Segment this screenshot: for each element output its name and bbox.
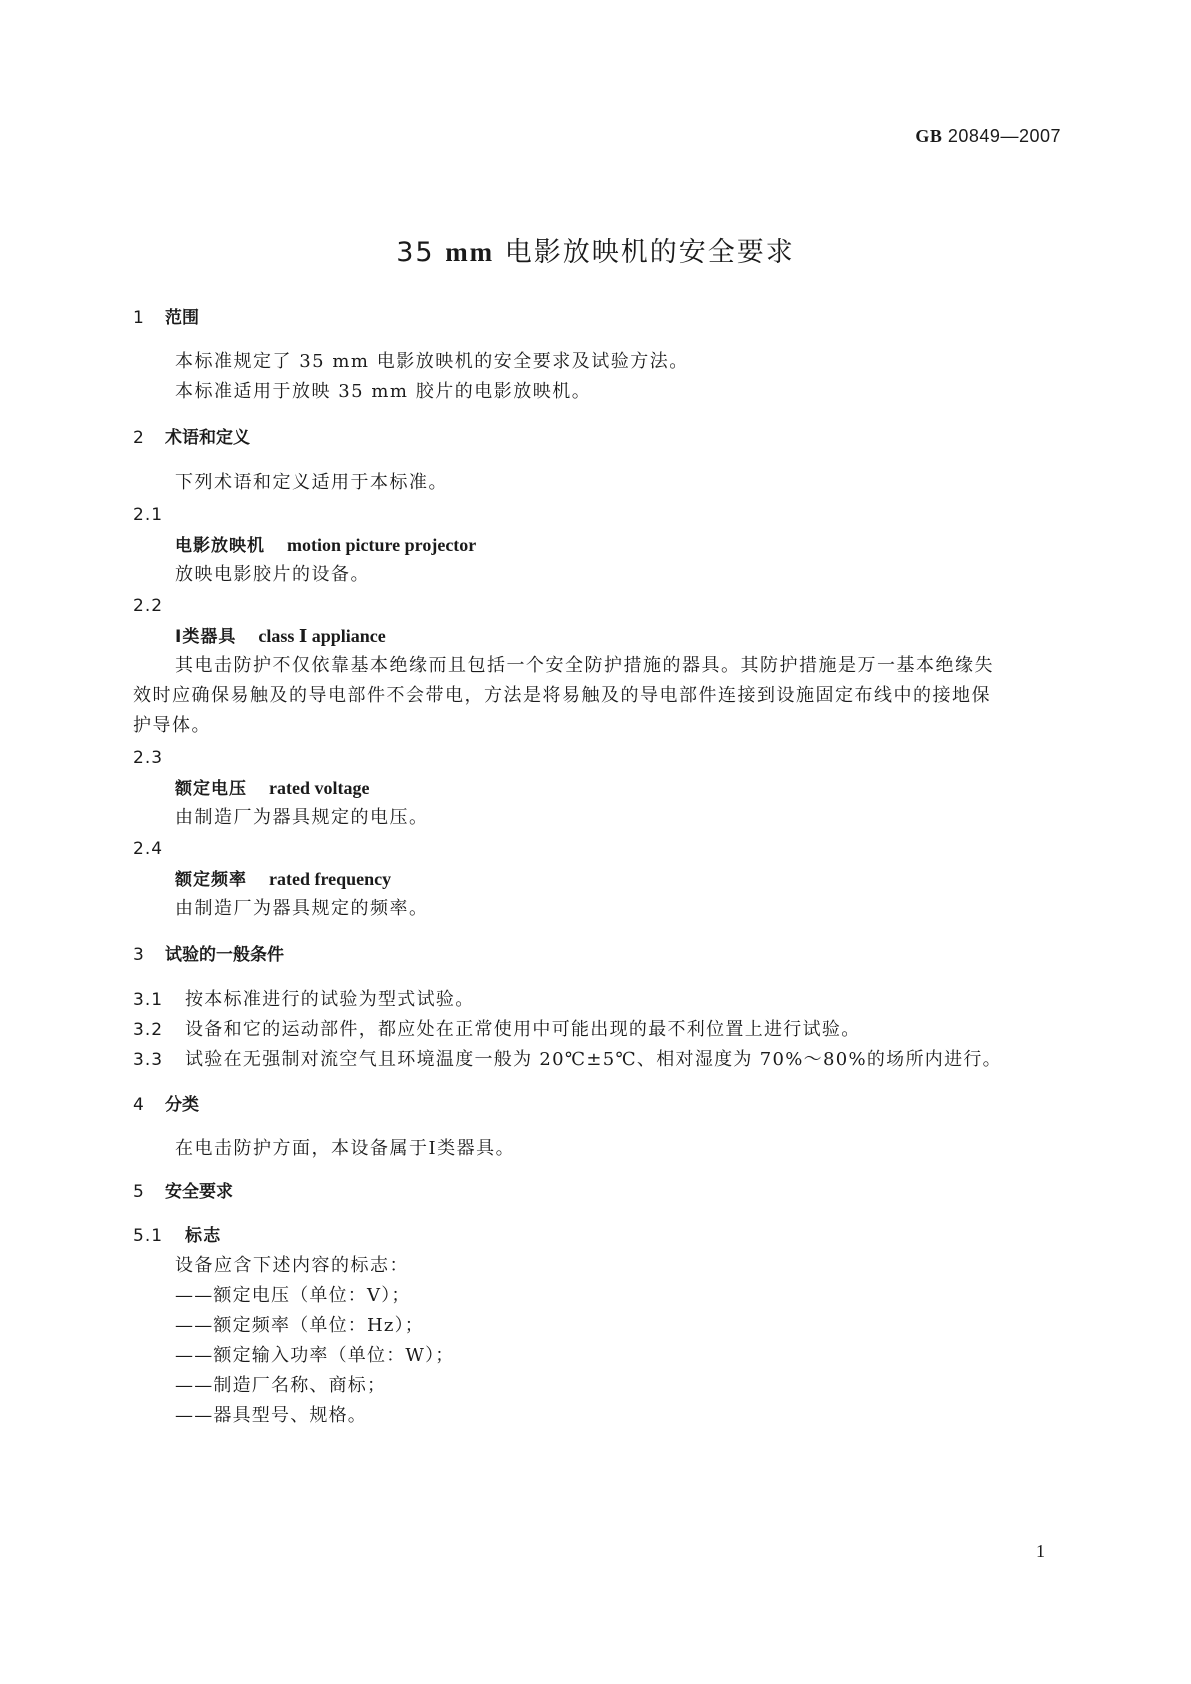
marking-intro: 设备应含下述内容的标志： (175, 1255, 409, 1276)
section-2-heading (133, 426, 250, 450)
section-number: 4 (133, 1095, 144, 1115)
marking-item: ——制造厂名称、商标； (175, 1375, 387, 1396)
term-2-2-number: 2.2 (133, 596, 164, 616)
clause-3-2 (133, 1018, 861, 1042)
subsection-title: 标志 (185, 1226, 222, 1246)
term-english: rated frequency (269, 869, 392, 889)
term-2-3 (175, 776, 369, 801)
clause-text: 试验在无强制对流空气且环境温度一般为 20℃±5℃、相对湿度为 70%～80%的场所内进行。 (185, 1049, 1002, 1070)
term-2-1 (175, 533, 476, 558)
section-title: 试验的一般条件 (165, 945, 284, 965)
term-2-3-number: 2.3 (133, 748, 164, 768)
term-2-1-definition: 放映电影胶片的设备。 (175, 564, 370, 585)
section-number: 3 (133, 945, 144, 965)
page-number: 1 (1036, 1541, 1045, 1561)
section-number: 1 (133, 308, 144, 328)
term-chinese: Ⅰ类器具 (175, 627, 237, 647)
document-title (0, 230, 1191, 269)
term-2-2-definition-line-3: 护导体。 (133, 715, 211, 736)
section-1-paragraph-1: 本标准规定了 35 mm 电影放映机的安全要求及试验方法。 (175, 351, 689, 372)
term-chinese: 电影放映机 (175, 536, 265, 556)
term-english: motion picture projector (287, 535, 477, 555)
section-1-heading (133, 306, 199, 330)
section-number: 2 (133, 428, 144, 448)
standard-number: 20849—2007 (942, 126, 1061, 146)
term-2-3-definition: 由制造厂为器具规定的电压。 (175, 807, 429, 828)
section-4-paragraph: 在电击防护方面，本设备属于Ⅰ类器具。 (175, 1138, 516, 1159)
section-5-heading (133, 1180, 233, 1204)
section-1-paragraph-2: 本标准适用于放映 35 mm 胶片的电影放映机。 (175, 381, 592, 402)
term-2-4-definition: 由制造厂为器具规定的频率。 (175, 898, 429, 919)
marking-item: ——器具型号、规格。 (175, 1405, 367, 1426)
clause-3-3 (133, 1048, 1002, 1072)
term-english: class Ⅰ appliance (258, 626, 386, 646)
term-2-2-definition-line-2: 效时应确保易触及的导电部件不会带电，方法是将易触及的导电部件连接到设施固定布线中的接地保 (133, 685, 991, 706)
section-4-heading (133, 1093, 199, 1117)
section-2-intro: 下列术语和定义适用于本标准。 (175, 472, 448, 493)
section-title: 分类 (165, 1095, 199, 1115)
clause-number: 3.3 (133, 1050, 164, 1070)
title-text: 电影放映机的安全要求 (494, 237, 795, 268)
standard-prefix: GB (915, 126, 943, 146)
term-chinese: 额定电压 (175, 779, 247, 799)
term-2-4-number: 2.4 (133, 839, 164, 859)
term-english: rated voltage (269, 778, 370, 798)
term-chinese: 额定频率 (175, 870, 247, 890)
term-2-1-number: 2.1 (133, 505, 164, 525)
section-title: 范围 (165, 308, 199, 328)
marking-item: ——额定电压（单位：V）； (175, 1285, 411, 1306)
clause-number: 3.2 (133, 1020, 164, 1040)
term-2-2 (175, 624, 386, 649)
clause-text: 设备和它的运动部件，都应处在正常使用中可能出现的最不利位置上进行试验。 (185, 1019, 861, 1040)
marking-item: ——额定输入功率（单位：W）； (175, 1345, 455, 1366)
section-3-heading (133, 943, 284, 967)
clause-3-1 (133, 988, 475, 1012)
clause-number: 3.1 (133, 990, 164, 1010)
marking-item: ——额定频率（单位：Hz）； (175, 1315, 424, 1336)
section-title: 术语和定义 (165, 428, 250, 448)
term-2-4 (175, 867, 391, 892)
subsection-5-1-heading (133, 1224, 222, 1248)
section-number: 5 (133, 1182, 144, 1202)
title-number: 35 (396, 237, 446, 268)
term-2-2-definition-line-1: 其电击防护不仅依靠基本绝缘而且包括一个安全防护措施的器具。其防护措施是万一基本绝缘失 (175, 655, 994, 676)
clause-number: 5.1 (133, 1226, 164, 1246)
standard-code (915, 126, 1061, 147)
section-title: 安全要求 (165, 1182, 233, 1202)
title-unit: mm (445, 237, 495, 267)
clause-text: 按本标准进行的试验为型式试验。 (185, 989, 475, 1010)
